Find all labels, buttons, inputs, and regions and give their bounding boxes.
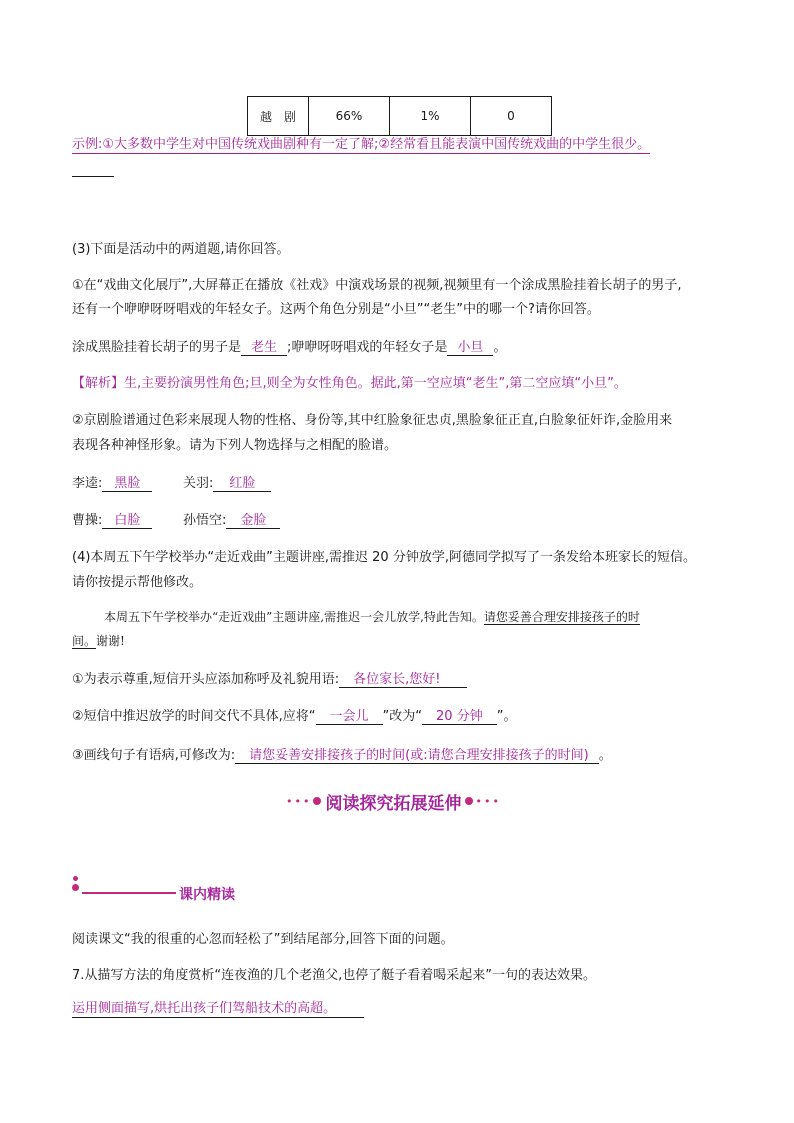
face-answer: 红脸: [213, 476, 271, 492]
q4-sub2-prefix: ②短信中推迟放学的时间交代不具体,应将“: [72, 709, 316, 724]
q3-item1-line1: ①在“戏曲文化展厅”,大屏幕正在播放《社戏》中演戏场景的视频,视频里有一个涂成黑脸挂着长胡子的男子,: [72, 278, 682, 293]
section-title: 阅读探究拓展延伸: [325, 793, 462, 814]
analysis: 【解析】生,主要扮演男性角色;旦,则全为女性角色。据此,第一空应填“老生”,第二空应填“小旦”。: [72, 376, 627, 391]
fill-mid: ;咿咿呀呀唱戏的年轻女子是: [287, 340, 448, 355]
fill-prefix: 涂成黑脸挂着长胡子的男子是: [72, 340, 242, 355]
sms-draft-line1: [104, 608, 640, 625]
q4-line1: (4)本周五下午学校举办“走近戏曲”主题讲座,需推迟 20 分钟放学,阿德同学拟写了一条发给本班家长的短信。: [72, 550, 696, 565]
dot-icon: [465, 797, 473, 805]
q4-sub2-answer-2: 20 分钟: [422, 709, 497, 725]
q4-sub3: [72, 744, 612, 764]
face-pair: [72, 472, 152, 492]
face-pair: [183, 509, 280, 529]
person-name: 关羽:: [183, 476, 214, 491]
sub-heading: 课内精读: [179, 887, 235, 903]
q3-intro: (3)下面是活动中的两道题,请你回答。: [72, 242, 290, 257]
q3-item2-line1: ②京剧脸谱通过色彩来展现人物的性格、身份等,其中红脸象征忠贞,黑脸象征正直,白脸象征奸诈,金脸用来: [72, 413, 673, 428]
sms-underlined-sentence: 请您妥善合理安排接孩子的时: [483, 610, 640, 624]
q7-answer-line: [72, 1001, 364, 1018]
table-row: [248, 97, 552, 136]
decor-dot-icon: [73, 876, 78, 881]
q3-fill-line: [72, 336, 506, 356]
q4-line2: 请你按提示帮他修改。: [72, 575, 203, 590]
fill-end: 。: [493, 340, 507, 355]
table-cell: 66%: [309, 97, 390, 136]
sms-draft-line2: [72, 632, 125, 649]
dot-icon: [313, 797, 321, 805]
decor-dots-right-icon: •••: [475, 794, 501, 808]
q4-sub3-end: 。: [598, 748, 612, 763]
decor-dots-left-icon: •••: [286, 794, 312, 808]
sms-thanks: 谢谢!: [96, 634, 125, 648]
example-answer: 示例:①大多数中学生对中国传统戏曲剧种有一定了解;②经常看且能表演中国传统戏曲的中学生很少。: [72, 137, 651, 152]
person-name: 曹操:: [72, 513, 103, 528]
q4-sub1-prefix: ①为表示尊重,短信开头应添加称呼及礼貌用语:: [72, 672, 340, 687]
face-answer: 金脸: [226, 513, 280, 529]
face-answer: 黑脸: [102, 476, 152, 492]
answer-blank-line: [72, 176, 114, 177]
section-banner: [286, 790, 501, 812]
reading-intro: 阅读课文“我的很重的心忽而轻松了”到结尾部分,回答下面的问题。: [72, 932, 454, 947]
table-cell-label: 越 剧: [248, 97, 309, 136]
sms-text: 本周五下午学校举办“走近戏曲”主题讲座,需推迟一会儿放学,特此告知。: [104, 610, 484, 624]
table-cell: 1%: [390, 97, 471, 136]
q7-answer: 运用侧面描写,烘托出孩子们驾船技术的高超。: [72, 1001, 364, 1018]
fill-answer-1: 老生: [241, 340, 287, 356]
q4-sub2-mid: ”改为“: [382, 709, 423, 724]
decor-dot-icon: [72, 884, 79, 891]
face-pair: [72, 509, 152, 529]
table-cell: 0: [471, 97, 552, 136]
q4-sub3-prefix: ③画线句子有语病,可修改为:: [72, 748, 236, 763]
q4-sub1-answer: 各位家长,您好!: [339, 672, 466, 688]
survey-table: [247, 96, 552, 136]
sms-underlined-sentence: 间。: [72, 634, 97, 648]
q4-sub2-answer-1: 一会儿: [316, 709, 383, 725]
person-name: 孙悟空:: [183, 513, 227, 528]
face-answer: 白脸: [102, 513, 152, 529]
fill-answer-2: 小旦: [447, 340, 493, 356]
question-7: 7.从描写方法的角度赏析“连夜渔的几个老渔父,也停了艇子看着喝采起来”一句的表达效果。: [72, 968, 597, 983]
q4-sub1: [72, 668, 467, 688]
q3-item2-line2: 表现各种神怪形象。请为下列人物选择与之相配的脸谱。: [72, 438, 398, 453]
heading-rule: [82, 892, 176, 894]
person-name: 李逵:: [72, 476, 103, 491]
q4-sub2-end: ”。: [496, 709, 517, 724]
q3-item1-line2: 还有一个咿咿呀呀唱戏的年轻女子。这两个角色分别是“小旦”“老生”中的哪一个?请你回答。: [72, 302, 600, 317]
face-pair: [183, 472, 271, 492]
q4-sub2: [72, 705, 516, 725]
q4-sub3-answer: 请您妥善安排接孩子的时间(或:请您合理安排接孩子的时间): [235, 748, 599, 764]
